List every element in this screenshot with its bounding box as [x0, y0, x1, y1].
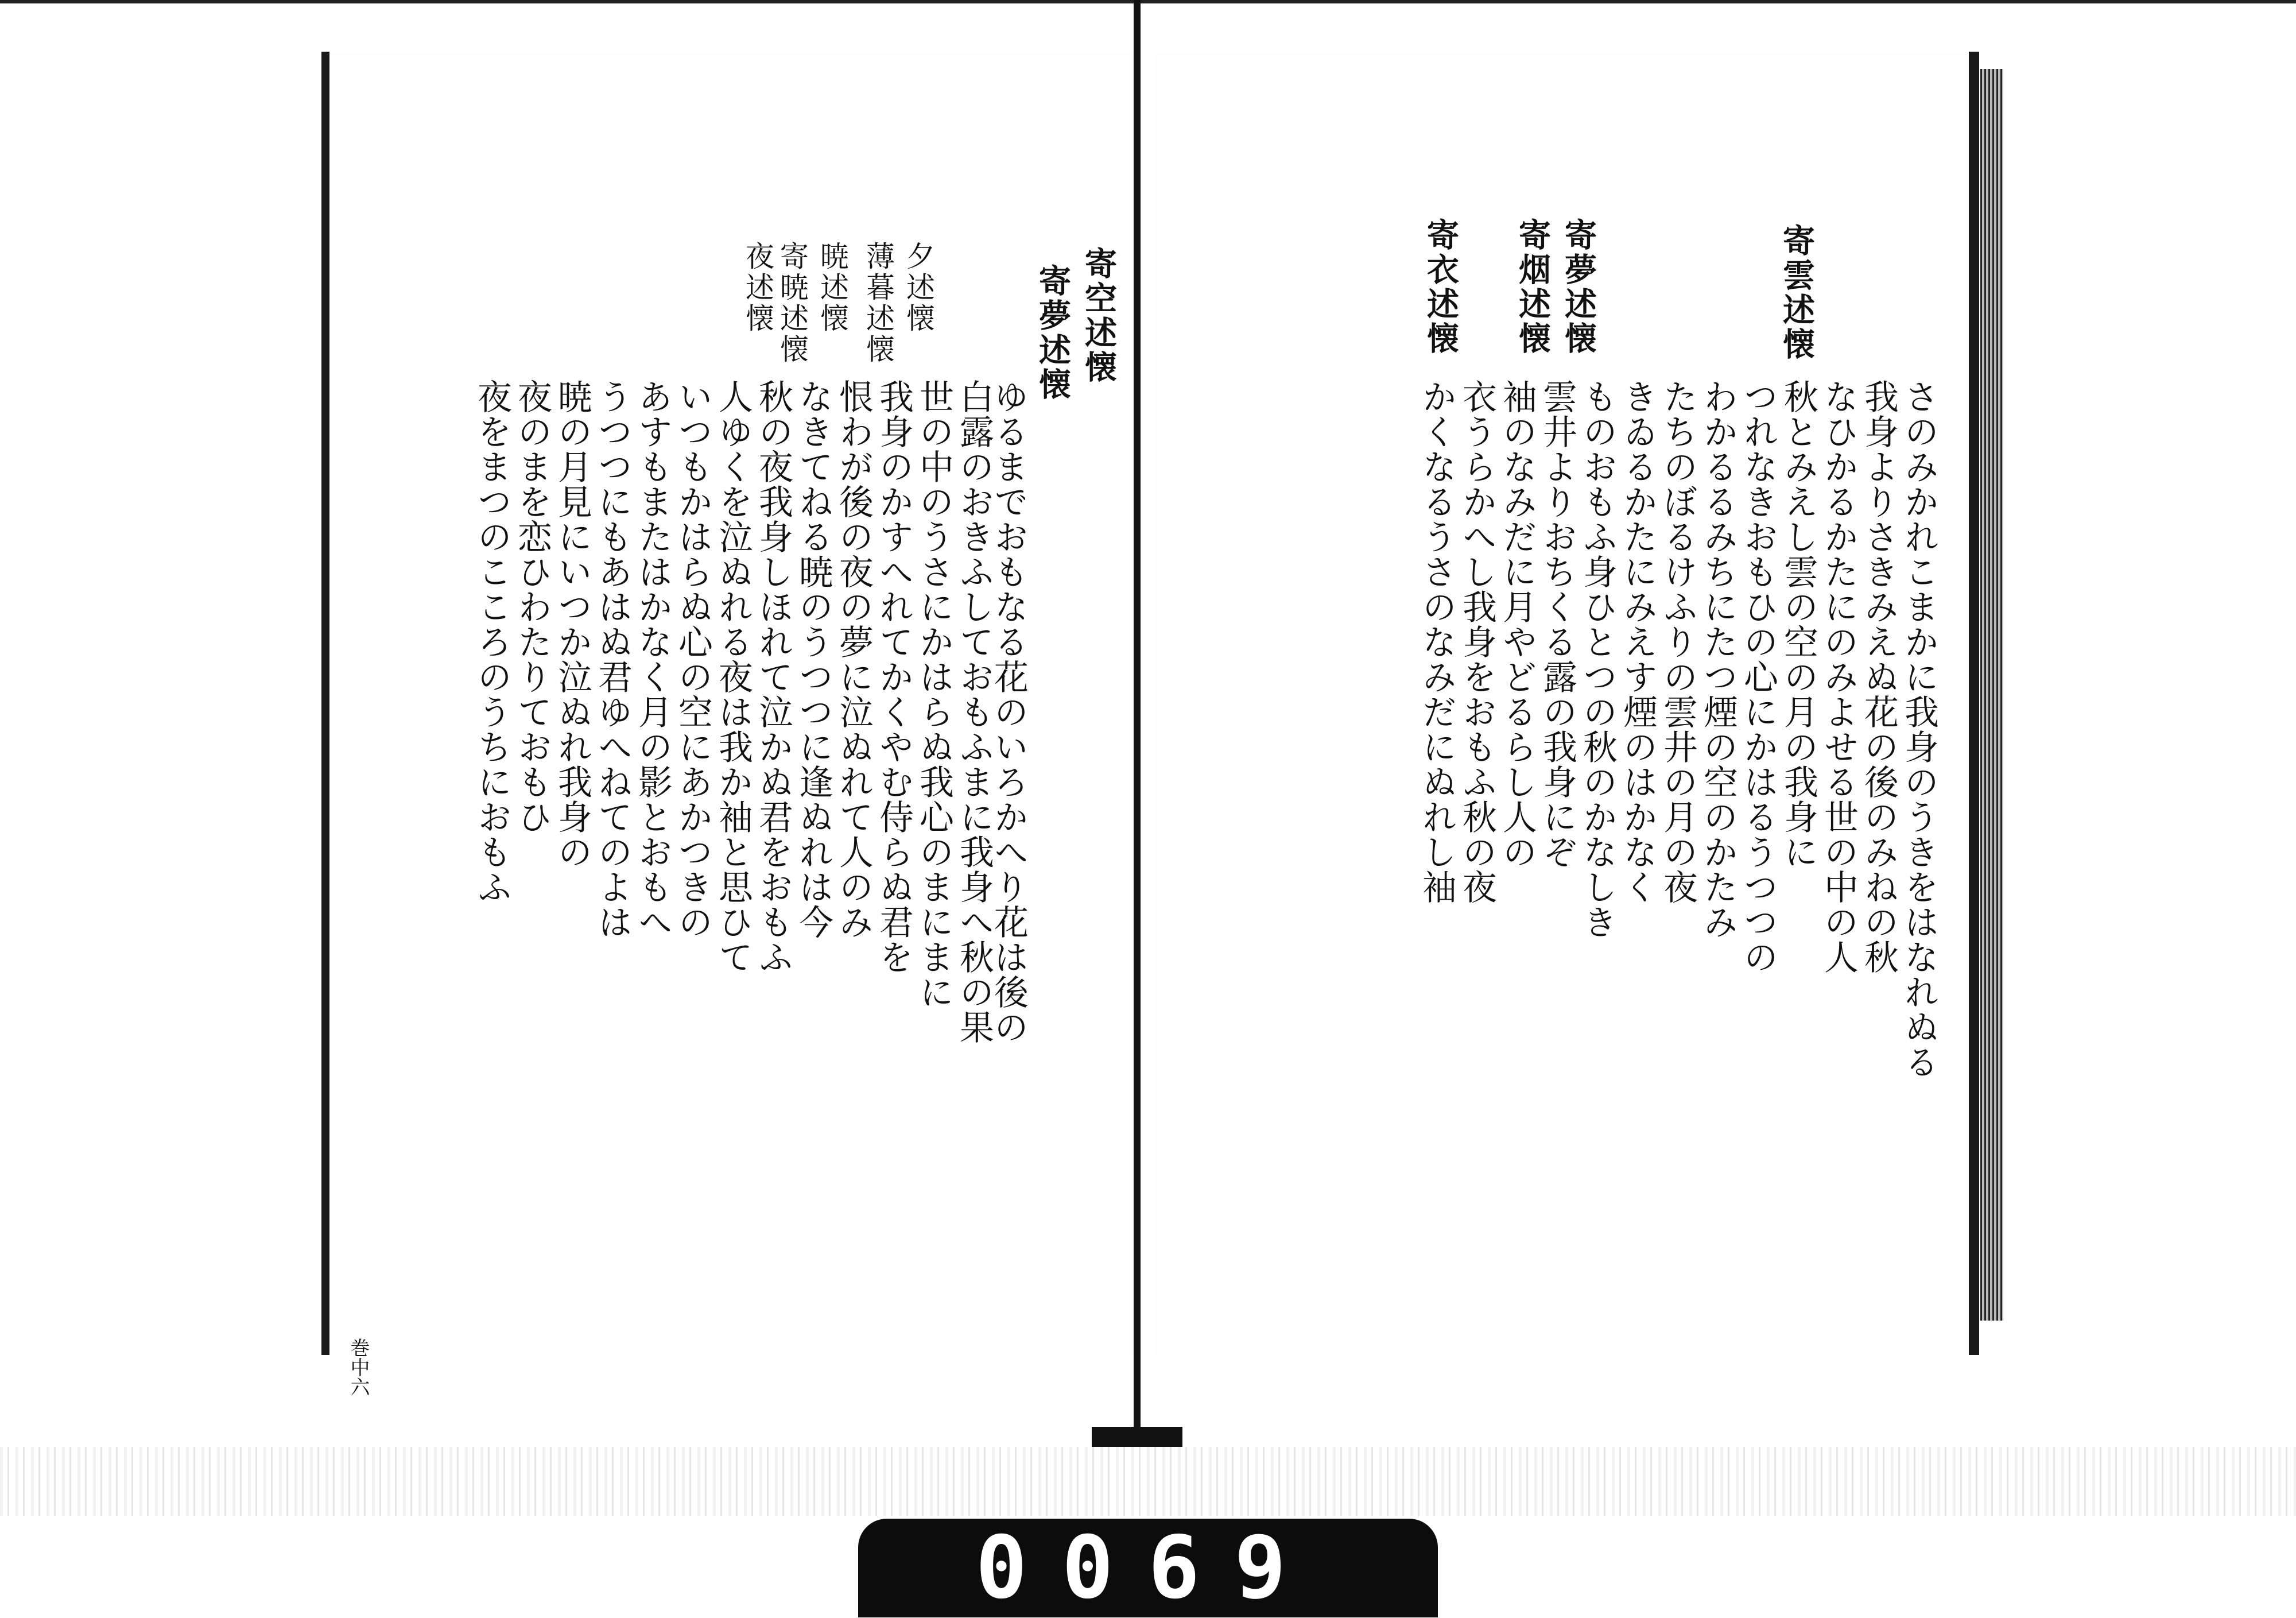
poem-line: いつもかはらぬ心の空にあかつきの	[673, 379, 713, 939]
poem-line: 雲井よりおちくる露の我身にぞ	[1537, 379, 1577, 869]
scan-edge	[0, 1447, 2296, 1516]
topic-heading: 寄空述懐	[1080, 247, 1118, 385]
poem-line: わかるるみちにたつ煙の空のかたみ	[1698, 379, 1738, 939]
right-page	[1154, 52, 1979, 1355]
poem-line: なひかるかたにのみよせる世の中の人	[1818, 379, 1859, 974]
left-page	[321, 52, 1139, 1355]
topic-heading: 寄夢述懐	[1560, 218, 1597, 356]
frame-number: 0069	[975, 1518, 1321, 1618]
poem-line: 暁の月見にいつか泣ぬれ我身の	[552, 379, 592, 869]
poem-line: あすもまたはかなく月の影とおもへ	[633, 379, 673, 939]
topic-heading: 寄雲述懐	[1778, 224, 1816, 362]
topic-heading: 暁述懐	[816, 241, 849, 334]
frame-number-badge	[858, 1519, 1438, 1617]
poem-line: なきてねる暁のうつつに逢ぬれは今	[793, 379, 833, 939]
poem-line: つれなきおもひの心にかはるうつつの	[1738, 379, 1778, 974]
poem-line: きゐるかたにみえす煙のはかなく	[1618, 379, 1658, 904]
topic-heading: 薄暮述懐	[862, 241, 895, 365]
poem-line: 夜をまつのこころのうちにおもふ	[472, 379, 512, 904]
topic-heading: 寄衣述懐	[1422, 218, 1460, 356]
poem-line: 我身よりさきみえぬ花の後のみねの秋	[1859, 379, 1899, 974]
top-border	[0, 0, 2296, 3]
poem-line: 世の中のうさにかはらぬ我心のまにまに	[914, 379, 954, 1009]
poem-line: 秋とみえし雲の空の月の我身に	[1778, 379, 1818, 869]
poem-line: 袖のなみだに月やどるらし人の	[1497, 379, 1537, 869]
topic-heading: 夕述懐	[902, 241, 935, 334]
poem-line: 白露のおきふしておもふまに我身へ秋の果	[954, 379, 994, 1044]
folio-label: 巻中六	[347, 1338, 370, 1396]
poem-line: ものおもふ身ひとつの秋のかなしき	[1577, 379, 1618, 939]
poem-line: 恨わが後の夜の夢に泣ぬれて人のみ	[833, 379, 874, 939]
poem-line: ゆるまでおもなる花のいろかへり花は後の	[988, 379, 1029, 1044]
poem-line: かくなるうさのなみだにぬれし袖	[1417, 379, 1457, 904]
poem-line: 衣うらかへし我身をおもふ秋の夜	[1457, 379, 1497, 904]
book-spine	[1134, 0, 1141, 1470]
poem-line: たちのぼるけふりの雲井の月の夜	[1658, 379, 1698, 904]
poem-line: 我身のかすへれてかくやむ侍らぬ君を	[874, 379, 914, 974]
poem-line: 秋の夜我身しほれて泣かぬ君をおもふ	[753, 379, 793, 974]
poem-line: 夜のまを恋ひわたりておもひ	[512, 379, 552, 834]
topic-heading: 夜述懐	[741, 241, 774, 334]
poem-line: うつつにもあはぬ君ゆへねてのよは	[592, 379, 633, 939]
topic-heading: 寄夢述懐	[1034, 264, 1072, 402]
topic-heading: 寄烟述懐	[1514, 218, 1552, 356]
poem-line: さのみかれこまかに我身のうきをはなれぬる	[1899, 379, 1939, 1079]
poem-line: 人ゆくを泣ぬれる夜は我か袖と思ひて	[713, 379, 753, 974]
topic-heading: 寄暁述懐	[775, 241, 809, 365]
